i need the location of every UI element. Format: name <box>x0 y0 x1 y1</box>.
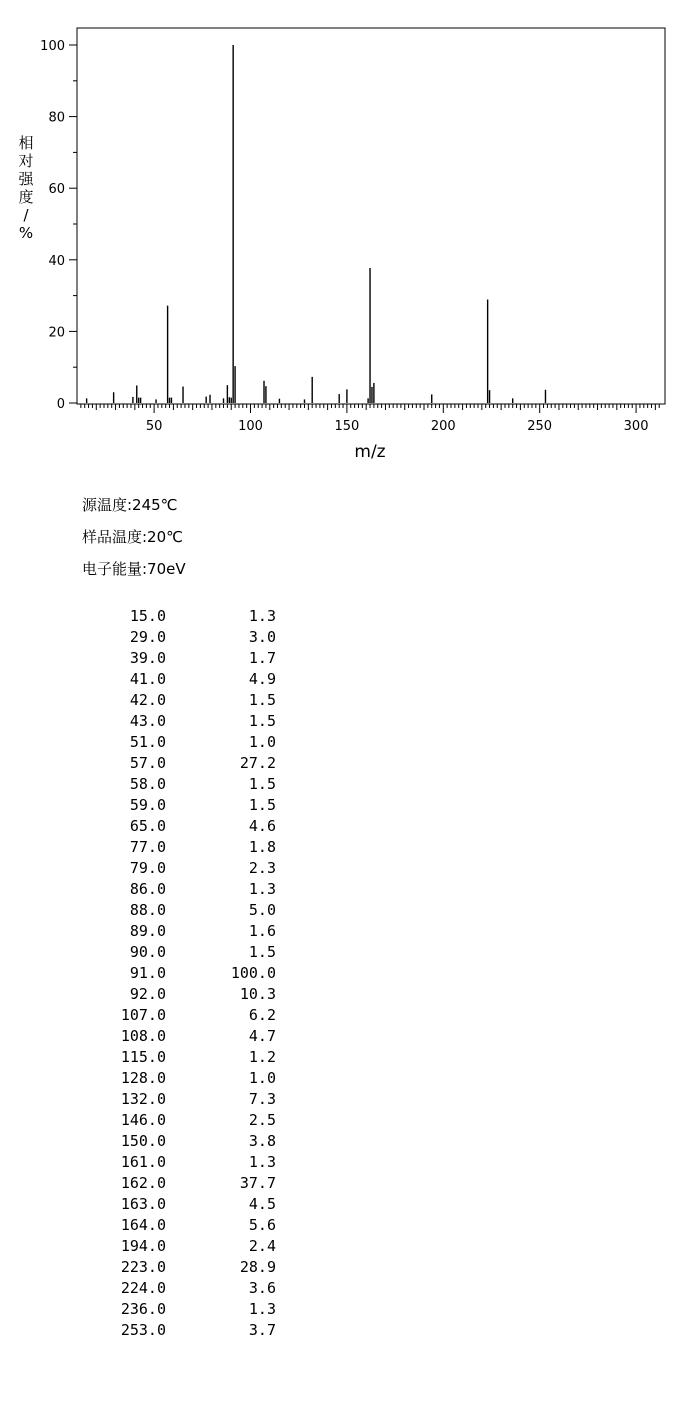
peak-mz: 65.0 <box>129 817 166 835</box>
peak-intensity: 6.2 <box>248 1006 276 1024</box>
peak-row <box>100 795 276 816</box>
peak-intensity: 3.7 <box>248 1321 276 1339</box>
peak-intensity: 27.2 <box>239 754 276 772</box>
x-axis-label: m/z <box>354 442 386 462</box>
peak-mz: 79.0 <box>129 859 166 877</box>
peak-row <box>100 1089 276 1110</box>
y-tick-label: 80 <box>48 110 65 126</box>
spectrum-peaks <box>87 45 546 403</box>
y-axis-label-char: 对 <box>18 152 34 170</box>
peak-intensity: 2.3 <box>248 859 276 877</box>
peak-row <box>100 690 276 711</box>
peak-intensity: 4.9 <box>248 670 276 688</box>
peak-intensity: 1.3 <box>248 1153 276 1171</box>
y-tick-label: 40 <box>48 253 65 269</box>
peak-mz: 224.0 <box>120 1279 166 1297</box>
peak-row <box>100 879 276 900</box>
peak-intensity: 1.6 <box>248 922 276 940</box>
peak-mz: 163.0 <box>120 1195 166 1213</box>
peak-row <box>100 774 276 795</box>
peak-intensity: 1.2 <box>248 1048 276 1066</box>
peak-mz: 89.0 <box>129 922 166 940</box>
peak-row <box>100 1278 276 1299</box>
peak-mz: 107.0 <box>120 1006 166 1024</box>
peak-mz: 29.0 <box>129 628 166 646</box>
x-axis <box>81 404 659 434</box>
peak-mz: 86.0 <box>129 880 166 898</box>
peak-row <box>100 1131 276 1152</box>
plot-border <box>77 28 665 404</box>
peak-mz: 150.0 <box>120 1132 166 1150</box>
peak-intensity: 1.5 <box>248 796 276 814</box>
peak-mz: 51.0 <box>129 733 166 751</box>
peak-intensity: 37.7 <box>239 1174 276 1192</box>
x-tick-label: 200 <box>430 419 456 434</box>
peak-intensity: 1.5 <box>248 691 276 709</box>
peak-intensity: 1.0 <box>248 1069 276 1087</box>
peak-row <box>100 648 276 669</box>
peak-row <box>100 1047 276 1068</box>
peak-row <box>100 837 276 858</box>
peak-intensity: 4.5 <box>248 1195 276 1213</box>
peak-row <box>100 1215 276 1236</box>
peak-row <box>100 984 276 1005</box>
peak-intensity: 10.3 <box>239 985 276 1003</box>
peak-intensity: 5.6 <box>248 1216 276 1234</box>
peak-row <box>100 1257 276 1278</box>
plot-frame <box>77 28 665 404</box>
peak-row <box>100 963 276 984</box>
y-axis-label-char: / <box>23 206 29 224</box>
peak-row <box>100 606 276 627</box>
peak-row <box>100 1173 276 1194</box>
peak-mz: 58.0 <box>129 775 166 793</box>
y-axis-label-char: % <box>18 224 34 242</box>
peak-mz: 164.0 <box>120 1216 166 1234</box>
peak-mz: 88.0 <box>129 901 166 919</box>
peak-row <box>100 1236 276 1257</box>
mass-spectrum-chart <box>0 0 687 480</box>
peak-row <box>100 858 276 879</box>
peak-mz: 253.0 <box>120 1321 166 1339</box>
peak-row <box>100 1026 276 1047</box>
peak-intensity: 3.6 <box>248 1279 276 1297</box>
peak-mz: 41.0 <box>129 670 166 688</box>
peak-intensity: 1.3 <box>248 1300 276 1318</box>
peak-mz: 15.0 <box>129 607 166 625</box>
peak-mz: 194.0 <box>120 1237 166 1255</box>
peak-mz: 92.0 <box>129 985 166 1003</box>
electron-energy: 电子能量:70eV <box>82 560 186 578</box>
peak-mz: 161.0 <box>120 1153 166 1171</box>
peak-mz: 57.0 <box>129 754 166 772</box>
peak-row <box>100 1320 276 1341</box>
peak-intensity: 2.5 <box>248 1111 276 1129</box>
peak-intensity: 1.5 <box>248 775 276 793</box>
y-axis-label-char: 相 <box>18 134 34 152</box>
y-axis-label <box>18 134 34 242</box>
peak-row <box>100 1005 276 1026</box>
y-axis-label-char: 强 <box>18 170 34 188</box>
x-tick-label: 150 <box>334 419 360 434</box>
peak-row <box>100 711 276 732</box>
peak-row <box>100 732 276 753</box>
peak-mz: 91.0 <box>129 964 166 982</box>
peak-intensity: 1.7 <box>248 649 276 667</box>
peak-intensity: 3.0 <box>248 628 276 646</box>
peak-mz: 43.0 <box>129 712 166 730</box>
peak-intensity: 28.9 <box>239 1258 276 1276</box>
peak-row <box>100 669 276 690</box>
peak-mz: 132.0 <box>120 1090 166 1108</box>
peak-mz: 146.0 <box>120 1111 166 1129</box>
peak-intensity: 1.3 <box>248 880 276 898</box>
peak-row <box>100 942 276 963</box>
y-tick-label: 0 <box>56 397 65 412</box>
peak-row <box>100 900 276 921</box>
peak-mz: 115.0 <box>120 1048 166 1066</box>
peak-intensity: 2.4 <box>248 1237 276 1255</box>
sample-temperature: 样品温度:20℃ <box>82 528 183 546</box>
x-tick-label: 250 <box>527 419 553 434</box>
peak-mz: 223.0 <box>120 1258 166 1276</box>
peak-row <box>100 1068 276 1089</box>
peak-mz: 42.0 <box>129 691 166 709</box>
peak-mz: 236.0 <box>120 1300 166 1318</box>
x-tick-label: 100 <box>238 419 263 434</box>
peak-mz: 162.0 <box>120 1174 166 1192</box>
peak-row <box>100 627 276 648</box>
peak-row <box>100 921 276 942</box>
peak-intensity: 5.0 <box>248 901 276 919</box>
peak-mz: 128.0 <box>120 1069 166 1087</box>
y-tick-label: 100 <box>40 39 65 54</box>
peak-row <box>100 1110 276 1131</box>
peak-intensity: 4.6 <box>248 817 276 835</box>
peak-intensity: 1.5 <box>248 943 276 961</box>
peak-mz: 90.0 <box>129 943 166 961</box>
peak-intensity: 3.8 <box>248 1132 276 1150</box>
peak-table <box>100 606 276 1341</box>
peak-intensity: 1.8 <box>248 838 276 856</box>
y-axis <box>40 39 77 412</box>
peak-row <box>100 1194 276 1215</box>
y-tick-label: 20 <box>48 325 65 341</box>
y-tick-label: 60 <box>48 182 65 198</box>
peak-mz: 39.0 <box>129 649 166 667</box>
peak-mz: 59.0 <box>129 796 166 814</box>
peak-intensity: 1.0 <box>248 733 276 751</box>
peak-row <box>100 753 276 774</box>
peak-row <box>100 1299 276 1320</box>
y-axis-label-char: 度 <box>18 188 34 206</box>
peak-intensity: 1.3 <box>248 607 276 625</box>
peak-intensity: 100.0 <box>230 964 276 982</box>
source-temperature: 源温度:245℃ <box>82 496 178 514</box>
peak-row <box>100 1152 276 1173</box>
peak-mz: 108.0 <box>120 1027 166 1045</box>
peak-intensity: 7.3 <box>248 1090 276 1108</box>
x-tick-label: 50 <box>145 419 163 434</box>
peak-mz: 77.0 <box>129 838 166 856</box>
peak-intensity: 1.5 <box>248 712 276 730</box>
x-tick-label: 300 <box>623 419 649 434</box>
peak-row <box>100 816 276 837</box>
peak-intensity: 4.7 <box>248 1027 276 1045</box>
